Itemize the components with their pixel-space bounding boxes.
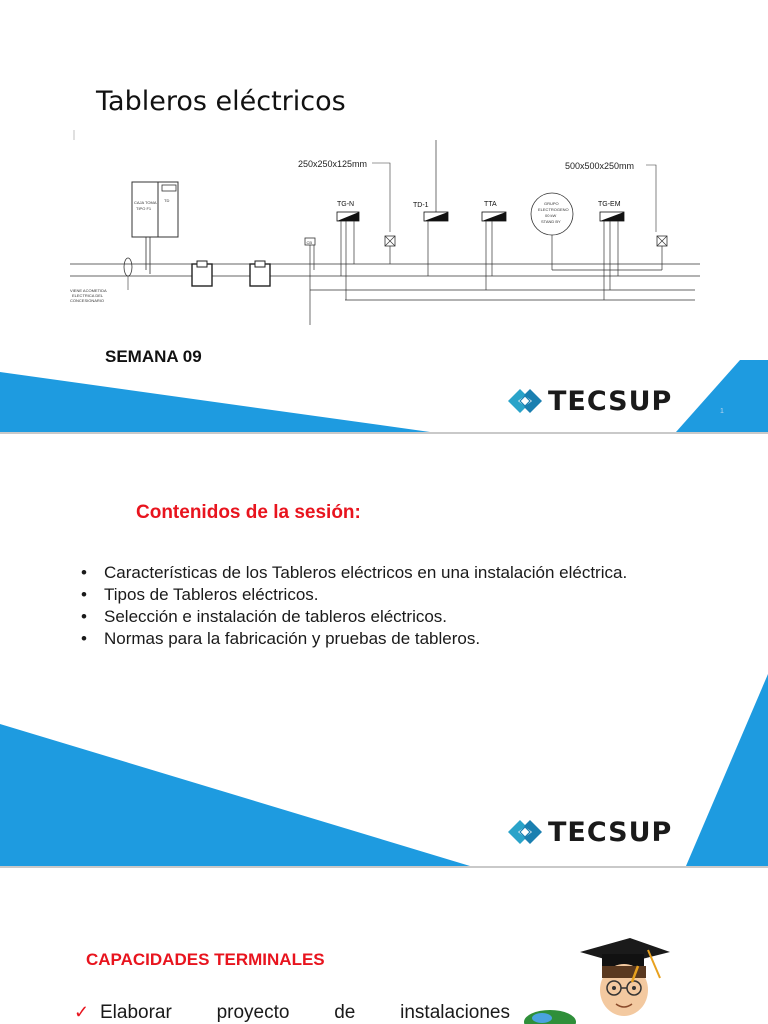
bullet-icon: • — [81, 607, 87, 626]
dim-label-right: 500x500x250mm — [565, 161, 635, 171]
list-item-text: Selección e instalación de tableros eléctricos. — [104, 607, 448, 626]
bullet-icon: • — [81, 629, 87, 648]
terminal-capabilities-heading: CAPACIDADES TERMINALES — [86, 950, 325, 969]
week-label: SEMANA 09 — [105, 347, 202, 366]
meter-label: TD — [164, 198, 170, 203]
tecsup-logo-text: TECSUP — [548, 385, 673, 417]
meter-box-text-2: TIPO F1 — [136, 206, 152, 211]
list-item — [78, 628, 638, 650]
checkmark-icon: ✓ — [74, 1002, 90, 1022]
board-label-tgn: TG-N — [337, 201, 355, 208]
tecsup-logo-icon — [506, 816, 544, 848]
page-number: 1 — [720, 408, 724, 415]
blue-wave-decoration — [0, 434, 768, 866]
board-label-td1: TD-1 — [413, 202, 429, 209]
generator-text-3: 00 kW — [545, 213, 557, 218]
bullet-icon: • — [81, 563, 87, 582]
board-label-tgem: TG-EM — [598, 201, 621, 208]
bullet-icon: • — [81, 585, 87, 604]
meter-box-text-1: CAJA TOMA — [134, 200, 157, 205]
dim-label-left: 250x250x125mm — [298, 159, 368, 169]
board-label-tta: TTA — [484, 201, 497, 208]
tecsup-logo — [506, 385, 672, 417]
tecsup-logo-icon — [506, 385, 544, 417]
list-item-text: Normas para la fabricación y pruebas de tableros. — [104, 629, 481, 648]
single-line-diagram — [60, 130, 710, 325]
generator-text-1: GRUPO — [544, 201, 559, 206]
session-contents-list — [78, 562, 638, 650]
list-item-text: Características de los Tableros eléctricos en una instalación eléctrica. — [104, 563, 628, 582]
list-item — [78, 562, 638, 584]
generator-text-2: ELECTROGENO — [538, 207, 569, 212]
slide-2 — [0, 434, 768, 866]
check-list-item-text: Elaborar proyecto de instalaciones — [100, 1002, 510, 1023]
source-text-2: ELECTRICA DEL — [72, 293, 104, 298]
generator-text-4: STAND BY — [541, 219, 561, 224]
cb-label: CB — [306, 240, 313, 245]
tecsup-logo — [506, 816, 672, 848]
source-text-1: VIENE ACOMETIDA — [70, 288, 107, 293]
graduate-cartoon-image — [520, 938, 690, 1024]
slide-1 — [0, 0, 768, 432]
list-item-text: Tipos de Tableros eléctricos. — [104, 585, 319, 604]
slide-3 — [0, 868, 768, 1024]
tecsup-logo-text: TECSUP — [548, 816, 673, 848]
list-item — [78, 606, 638, 628]
check-list-item — [74, 1002, 510, 1024]
slide-title: Tableros eléctricos — [96, 86, 346, 117]
list-item — [78, 584, 638, 606]
session-contents-heading: Contenidos de la sesión: — [136, 502, 361, 523]
source-text-3: CONCESIONARIO — [70, 298, 105, 303]
